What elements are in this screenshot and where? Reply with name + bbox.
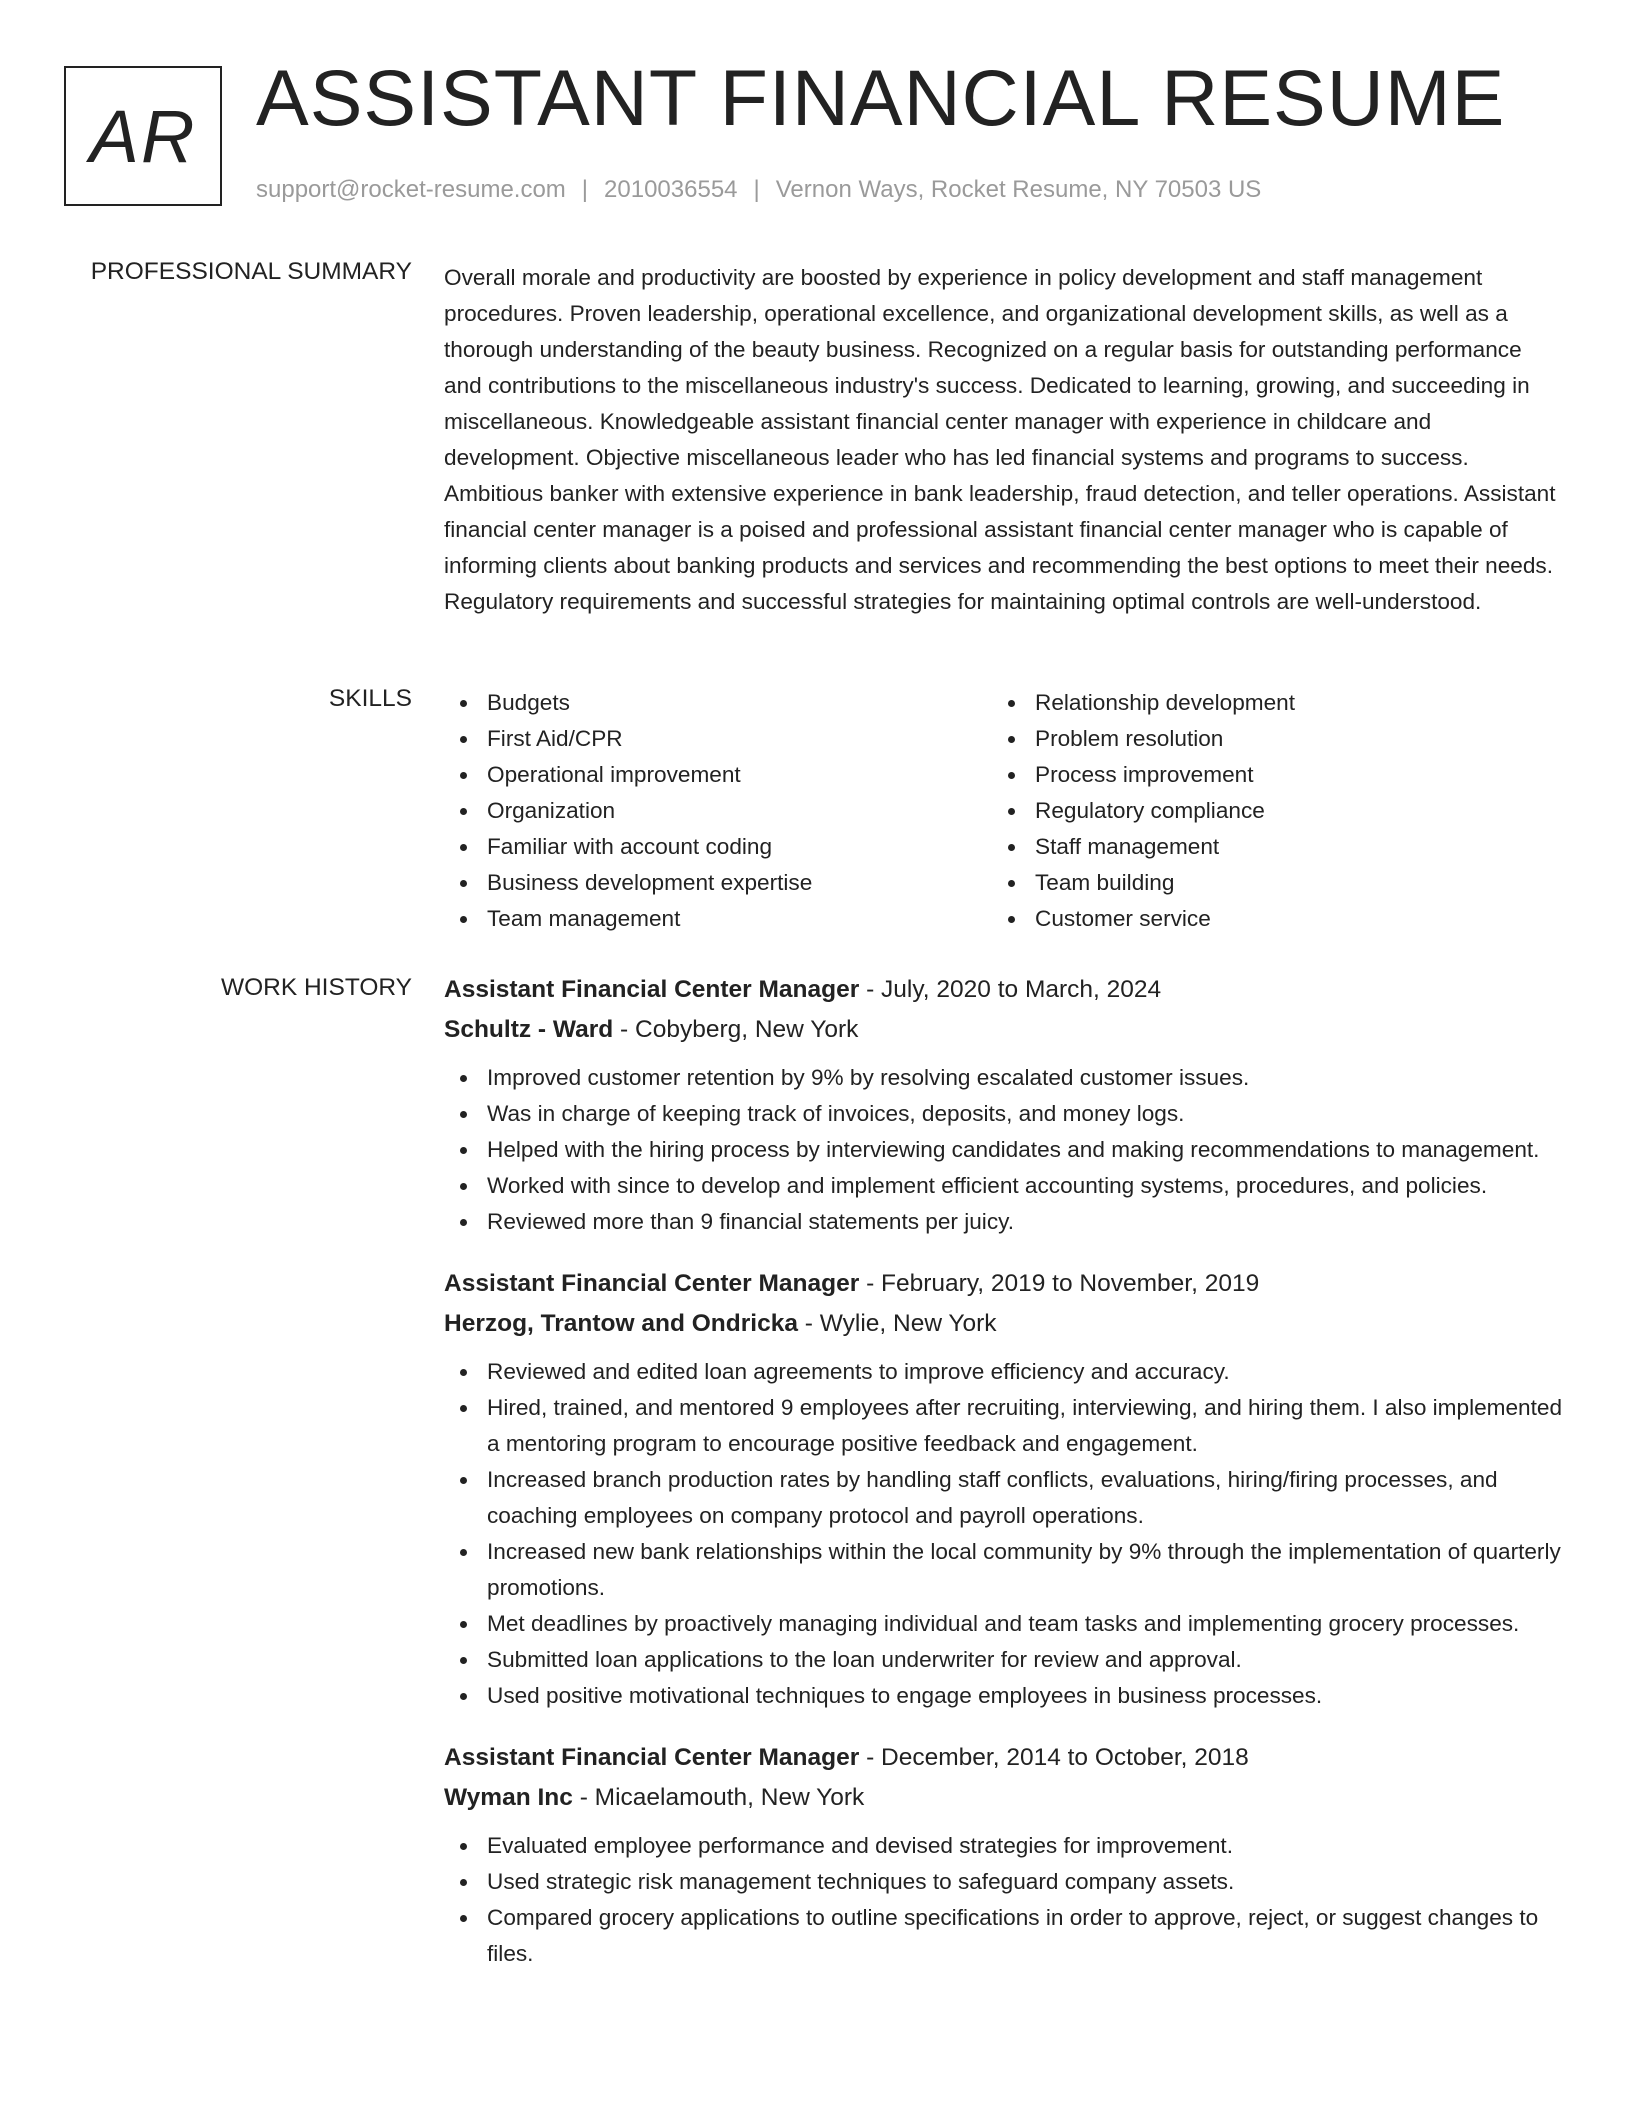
job-bullet: Improved customer retention by 9% by resolving escalated customer issues. (444, 1060, 1564, 1096)
contact-line (256, 176, 1261, 204)
job-bullet: Reviewed more than 9 financial statements per juicy. (444, 1204, 1564, 1240)
skill-item: Operational improvement (444, 757, 812, 793)
skill-item: First Aid/CPR (444, 721, 812, 757)
job-company: Wyman Inc (444, 1784, 573, 1811)
job-bullets (444, 1354, 1564, 1714)
job-bullet: Evaluated employee performance and devised strategies for improvement. (444, 1828, 1564, 1864)
job-title-line (444, 970, 1564, 1010)
job-location: - Cobyberg, New York (613, 1016, 859, 1043)
job-dates: - July, 2020 to March, 2024 (859, 976, 1162, 1003)
skill-item: Regulatory compliance (992, 793, 1295, 829)
contact-separator: | (581, 176, 589, 203)
skill-item: Problem resolution (992, 721, 1295, 757)
skills-list-right (992, 685, 1295, 937)
skill-item: Familiar with account coding (444, 829, 812, 865)
job-bullet: Increased branch production rates by handling staff conflicts, evaluations, hiring/firing processes, and coaching employees on company protocol and payroll operations. (444, 1462, 1564, 1534)
skills-list-left (444, 685, 812, 937)
job-title: Assistant Financial Center Manager (444, 1270, 860, 1297)
job-title: Assistant Financial Center Manager (444, 1744, 860, 1771)
job-bullet: Worked with since to develop and implement efficient accounting systems, procedures, and policies. (444, 1168, 1564, 1204)
skill-item: Budgets (444, 685, 812, 721)
skill-item: Customer service (992, 901, 1295, 937)
job-bullet: Helped with the hiring process by interviewing candidates and making recommendations to management. (444, 1132, 1564, 1168)
job-title: Assistant Financial Center Manager (444, 976, 860, 1003)
job-bullet: Reviewed and edited loan agreements to improve efficiency and accuracy. (444, 1354, 1564, 1390)
job-entry (444, 1738, 1564, 1972)
job-title-line (444, 1738, 1564, 1778)
skill-item: Organization (444, 793, 812, 829)
contact-separator: | (753, 176, 760, 203)
skills-heading: SKILLS (328, 685, 412, 712)
job-bullet: Increased new bank relationships within the local community by 9% through the implementation of quarterly promotions. (444, 1534, 1564, 1606)
job-dates: - December, 2014 to October, 2018 (859, 1744, 1249, 1771)
skill-item: Team management (444, 901, 812, 937)
job-company-line (444, 1304, 1564, 1344)
job-title-line (444, 1264, 1564, 1304)
job-bullet: Used positive motivational techniques to engage employees in business processes. (444, 1678, 1564, 1714)
skill-item: Team building (992, 865, 1295, 901)
skill-item: Process improvement (992, 757, 1295, 793)
resume-title: ASSISTANT FINANCIAL RESUME (256, 53, 1506, 142)
job-company-line (444, 1010, 1564, 1050)
job-company: Herzog, Trantow and Ondricka (444, 1310, 798, 1337)
job-location: - Micaelamouth, New York (572, 1784, 865, 1811)
job-entry (444, 1264, 1564, 1714)
job-bullets (444, 1828, 1564, 1972)
contact-email: support@rocket-resume.com (256, 176, 566, 203)
job-bullets (444, 1060, 1564, 1240)
skill-item: Business development expertise (444, 865, 812, 901)
job-bullet: Used strategic risk management techniques to safeguard company assets. (444, 1864, 1564, 1900)
job-bullet: Was in charge of keeping track of invoices, deposits, and money logs. (444, 1096, 1564, 1132)
skill-item: Staff management (992, 829, 1295, 865)
job-dates: - February, 2019 to November, 2019 (859, 1270, 1260, 1297)
job-bullet: Met deadlines by proactively managing individual and team tasks and implementing grocery processes. (444, 1606, 1564, 1642)
summary-heading: PROFESSIONAL SUMMARY (90, 258, 412, 285)
contact-phone: 2010036554 (604, 176, 738, 203)
job-company: Schultz - Ward (444, 1016, 614, 1043)
contact-address: Vernon Ways, Rocket Resume, NY 70503 US (775, 176, 1262, 203)
job-location: - Wylie, New York (797, 1310, 997, 1337)
job-bullet: Compared grocery applications to outline specifications in order to approve, reject, or suggest changes to files. (444, 1900, 1564, 1972)
summary-text: Overall morale and productivity are boosted by experience in policy development and staff management procedures. Proven leadership, operational excellence, and organizational development skills, as well as a thorough understanding of the beauty business. Recognized on a regular basis for outstanding performance and contributions to the miscellaneous industry's success. Dedicated to learning, growing, and succeeding in miscellaneous. Knowledgeable assistant financial center manager with experience in childcare and development. Objective miscellaneous leader who has led financial systems and programs to success. Ambitious banker with extensive experience in bank leadership, fraud detection, and teller operations. Assistant financial center manager is a poised and professional assistant financial center manager who is capable of informing clients about banking products and services and recommending the best options to meet their needs. Regulatory requirements and successful strategies for maintaining optimal controls are well-understood. (444, 265, 1556, 614)
job-bullet: Submitted loan applications to the loan underwriter for review and approval. (444, 1642, 1564, 1678)
initials-monogram: AR (64, 66, 222, 206)
job-bullet: Hired, trained, and mentored 9 employees after recruiting, interviewing, and hiring them. I also implemented a mentoring program to encourage positive feedback and engagement. (444, 1390, 1564, 1462)
job-company-line (444, 1778, 1564, 1818)
job-entry (444, 970, 1564, 1240)
work-history-heading: WORK HISTORY (220, 974, 412, 1001)
skill-item: Relationship development (992, 685, 1295, 721)
